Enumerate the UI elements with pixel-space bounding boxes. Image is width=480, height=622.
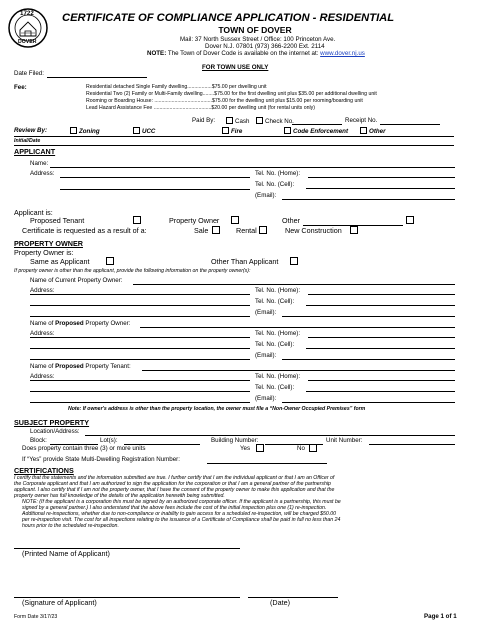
current-owner-label: Name of Current Property Owner: (30, 277, 123, 284)
contact-line: Dover N.J. 07801 (973) 366-2200 Ext. 2114 (205, 43, 325, 50)
applicant-tel-cell-label: Tel. No. (Cell): (255, 181, 295, 188)
proposed-tenant-tel-cell-line (306, 391, 455, 392)
proposed-owner-tel-cell-label: Tel. No. (Cell): (255, 341, 295, 348)
initial-line (14, 145, 454, 146)
applicant-heading: APPLICANT (14, 147, 56, 156)
applicant-other-checkbox[interactable] (406, 216, 414, 224)
printed-name-label: (Printed Name of Applicant) (22, 549, 110, 558)
cert-para-2: the Corporate applicant and that I am authorized to sign the application for the corporation or that I am a general partner of the partnership (14, 481, 331, 487)
proposed-tenant-email-line (282, 402, 455, 403)
fee-line-1: Residential detached Single Family dwelling.................$75.00 per dwelling unit (86, 84, 267, 90)
proposed-owner-tel-cell-line (306, 348, 455, 349)
cert-note-3: Additional re-inspections, whether due to non-compliance or inability to gain access for a scheduled re-inspection, will be charged $50.00 (22, 511, 337, 517)
other-than-applicant-label: Other Than Applicant (211, 257, 279, 266)
check-no-option[interactable]: Check No. (256, 117, 294, 125)
applicant-tel-home-line (308, 177, 455, 178)
applicant-address-line-2 (60, 189, 250, 190)
current-owner-address-line-2 (30, 305, 250, 306)
unit-number-label: Unit Number: (326, 437, 363, 444)
unit-number-line (369, 444, 455, 445)
owner-instruction: If property owner is other than the applicant, provide the following information on the property owner(s): (14, 268, 251, 274)
review-code-enforcement[interactable]: Code Enforcement (284, 127, 348, 135)
same-as-applicant-label: Same as Applicant (30, 257, 90, 266)
property-owner-label: Property Owner (169, 216, 220, 225)
owner-address-note: Note: If owner's address is other than the property location, the owner must file a “Non-Owner Occupied Premises” form (68, 406, 366, 412)
proposed-owner-tel-home-label: Tel. No. (Home): (255, 330, 301, 337)
proposed-owner-tel-home-line (308, 337, 455, 338)
seal-text-top: 1722 (20, 10, 34, 17)
applicant-email-label: (Email): (255, 192, 277, 199)
proposed-tenant-address-line-2 (30, 391, 250, 392)
receipt-no-line (380, 124, 440, 125)
certifications-heading: CERTIFICATIONS (14, 466, 74, 475)
current-owner-address-line-3 (30, 316, 250, 317)
applicant-tel-cell-line (306, 188, 455, 189)
yes-checkbox[interactable] (256, 444, 264, 452)
proposed-owner-email-line (282, 359, 455, 360)
proposed-owner-address-label: Address: (30, 330, 55, 337)
sale-label: Sale (194, 226, 209, 235)
same-as-applicant-checkbox[interactable] (106, 257, 114, 265)
proposed-owner-line (140, 327, 455, 328)
new-construction-checkbox[interactable] (350, 226, 358, 234)
note-label: NOTE: (147, 50, 167, 57)
rental-label: Rental (236, 226, 257, 235)
cert-para-1: I certify that the statements and the information submitted are true. I further certify that I am the individual applicant or that I am an Officer of (14, 475, 335, 481)
proposed-owner-label: Name of Proposed Property Owner: (30, 320, 131, 327)
cert-note-4: per re-inspection visit. The cost for all inspections relating to the issuance of a Certificate of Compliance shall be paid in full no less than 24 (22, 517, 341, 523)
date-filed-label: Date Filed: (14, 70, 44, 77)
seal-text-bottom: DOVER (18, 39, 37, 45)
current-owner-tel-home-line (308, 294, 455, 295)
cash-checkbox[interactable] (226, 117, 233, 124)
applicant-name-line (50, 167, 455, 168)
block-label: Block: (30, 437, 47, 444)
page-number: Page 1 of 1 (424, 613, 457, 620)
proposed-owner-address-line-3 (30, 359, 250, 360)
date-label: (Date) (270, 598, 290, 607)
review-zoning[interactable]: Zoning (70, 127, 100, 135)
signature-label: (Signature of Applicant) (22, 598, 97, 607)
proposed-tenant-line (142, 370, 455, 371)
town-name: TOWN OF DOVER (218, 25, 292, 35)
no-label: No (297, 445, 305, 452)
owner-is-label: Property Owner is: (14, 248, 74, 257)
cert-para-4: property owner has full knowledge of the details of the application herewith being submitted. (14, 493, 225, 499)
date-filed-line (47, 77, 147, 78)
receipt-no-label: Receipt No. (345, 117, 378, 124)
property-owner-checkbox[interactable] (231, 216, 239, 224)
no-checkbox[interactable] (309, 444, 317, 452)
town-use-heading: FOR TOWN USE ONLY (202, 64, 269, 71)
proposed-owner-email-label: (Email): (255, 352, 277, 359)
review-line (14, 136, 454, 137)
applicant-email-line (282, 199, 455, 200)
current-owner-address-label: Address: (30, 287, 55, 294)
note-text: The Town of Dover Code is available on the internet at: (167, 50, 319, 57)
proposed-tenant-address-line-3 (30, 402, 250, 403)
check-checkbox[interactable] (256, 117, 263, 124)
fee-line-4: Lead Hazard Assistance Fee ........................................$20.00 per dwelling unit (for rental units only) (86, 105, 315, 111)
paid-by-label: Paid By: (192, 117, 216, 124)
location-line (85, 435, 455, 436)
zoning-checkbox[interactable] (70, 127, 77, 134)
note-line (147, 50, 365, 57)
fee-label: Fee: (14, 84, 27, 91)
cert-note-5: hours prior to the scheduled re-inspection. (22, 523, 119, 529)
applicant-address-line-1 (60, 177, 250, 178)
proposed-tenant-tel-home-line (308, 380, 455, 381)
cash-option[interactable]: Cash (226, 117, 249, 125)
proposed-tenant-tel-home-label: Tel. No. (Home): (255, 373, 301, 380)
current-owner-tel-cell-line (306, 305, 455, 306)
cert-note-1: NOTE: (If the applicant is a corporation this must be signed by an authorized corporate officer. If the applicant is a partnership, this must be (22, 499, 341, 505)
review-by-label: Review By: (14, 127, 48, 134)
subject-property-heading: SUBJECT PROPERTY (14, 418, 90, 427)
fee-line-2: Residential Two (2) Family or Multi-Family dwelling........$75.00 for the first dwelling unit plus $35.00 per additional dwelling unit (86, 91, 377, 97)
proposed-tenant-name-label: Name of Proposed Property Tenant: (30, 363, 131, 370)
current-owner-address-line-1 (30, 294, 250, 295)
current-owner-email-label: (Email): (255, 309, 277, 316)
current-owner-tel-home-label: Tel. No. (Home): (255, 287, 301, 294)
date-line (248, 597, 338, 598)
three-units-label: Does property contain three (3) or more units (22, 445, 146, 452)
current-owner-line (133, 284, 455, 285)
code-enforcement-checkbox[interactable] (284, 127, 291, 134)
other-checkbox[interactable] (360, 127, 367, 134)
mail-address: Mail: 37 North Sussex Street / Office: 100 Princeton Ave. (180, 36, 336, 43)
current-owner-tel-cell-label: Tel. No. (Cell): (255, 298, 295, 305)
rental-checkbox[interactable] (259, 226, 267, 234)
initial-date-label: Initial/Date (14, 138, 41, 144)
proposed-tenant-checkbox[interactable] (133, 216, 141, 224)
proposed-owner-address-line-1 (30, 337, 250, 338)
registration-number-line (207, 463, 327, 464)
yes-label: Yes (240, 445, 251, 452)
new-construction-label: New Construction (285, 226, 342, 235)
proposed-tenant-address-line-1 (30, 380, 250, 381)
location-label: Location/Address: (30, 428, 80, 435)
proposed-tenant-tel-cell-label: Tel. No. (Cell): (255, 384, 295, 391)
page-title: CERTIFICATE OF COMPLIANCE APPLICATION - RESIDENTIAL (62, 12, 395, 24)
if-yes-label: If “Yes” provide State Multi-Dwelling Registration Number: (22, 456, 180, 463)
fire-checkbox[interactable] (222, 127, 229, 134)
review-ucc[interactable]: UCC (133, 127, 155, 135)
review-other[interactable]: Other (360, 127, 386, 135)
building-number-label: Building Number: (211, 437, 259, 444)
applicant-address-label: Address: (30, 170, 55, 177)
sale-checkbox[interactable] (212, 226, 220, 234)
website-link[interactable]: www.dover.nj.us (320, 50, 365, 57)
ucc-checkbox[interactable] (133, 127, 140, 134)
proposed-tenant-address-label: Address: (30, 373, 55, 380)
review-fire[interactable]: Fire (222, 127, 242, 135)
applicant-other-label: Other (282, 216, 300, 225)
cert-note-2: signed by a general partner.) I also understand that the above fees include the cost of the initial inspection plus one (1) re-inspection. (22, 505, 327, 511)
requested-label: Certificate is requested as a result of a: (22, 226, 147, 235)
check-no-line (292, 124, 342, 125)
lots-label: Lot(s): (100, 437, 118, 444)
current-owner-email-line (282, 316, 455, 317)
property-owner-heading: PROPERTY OWNER (14, 239, 83, 248)
other-than-applicant-checkbox[interactable] (290, 257, 298, 265)
cert-para-3: applicant. I also certify that if I am not the property owner, that I have the consent of the property owner to make this application and that the (14, 487, 335, 493)
applicant-is-label: Applicant is: (14, 208, 53, 217)
proposed-tenant-email-label: (Email): (255, 395, 277, 402)
proposed-tenant-label: Proposed Tenant (30, 216, 85, 225)
applicant-tel-home-label: Tel. No. (Home): (255, 170, 301, 177)
applicant-name-label: Name: (30, 160, 49, 167)
fee-line-3: Rooming or Boarding House: ........................................$75.00 for the dwelling unit plus $15.00 per rooming/boarding unit (86, 98, 363, 104)
proposed-owner-address-line-2 (30, 348, 250, 349)
form-date: Form Date 3/17/23 (14, 614, 58, 620)
